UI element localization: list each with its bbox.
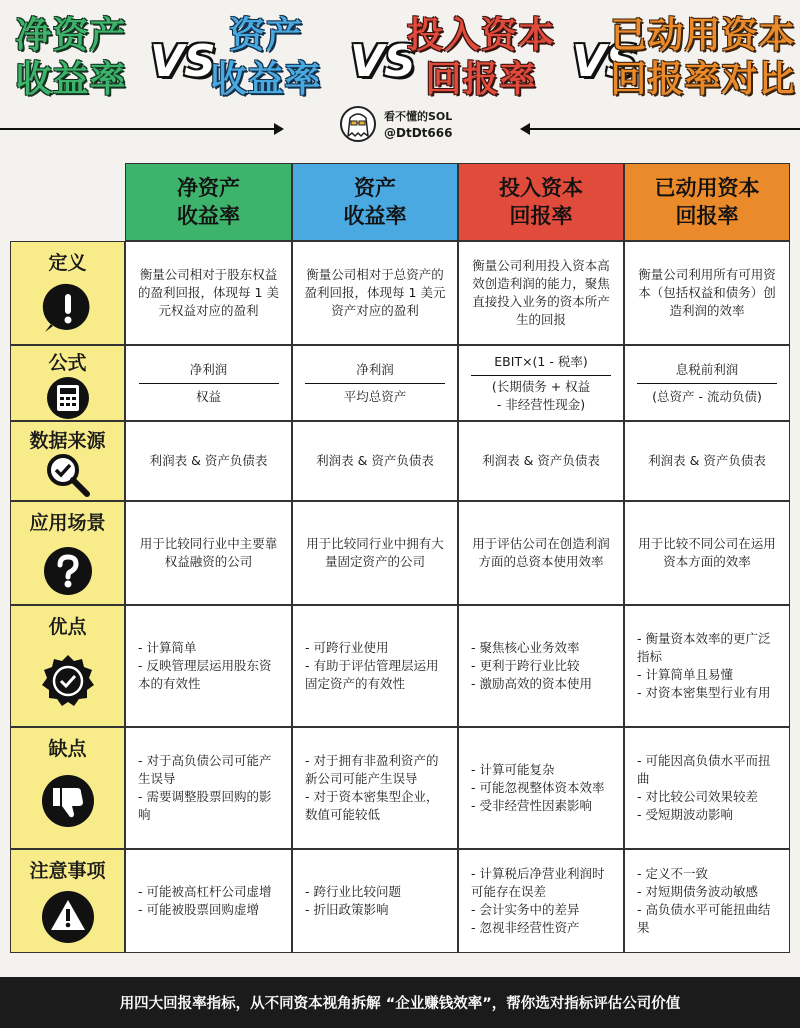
list-item: - 对于高负债公司可能产生误导 [138, 753, 272, 786]
vs-label-2: VS [350, 36, 416, 87]
cell-formula-roic: EBIT×(1 - 税率) (长期债务 + 权益 - 非经营性现金) [458, 345, 624, 421]
column-header-roe: 净资产 收益率 [125, 163, 292, 241]
cell-notes-roa [292, 849, 458, 953]
list-item: - 有助于评估管理层运用固定资产的有效性 [305, 658, 439, 691]
list-item: - 可跨行业使用 [305, 640, 389, 655]
check-badge-icon [39, 652, 97, 714]
list-item: - 对于资本密集型企业，数值可能较低 [305, 789, 439, 822]
list-item: - 受非经营性因素影响 [471, 798, 592, 813]
list-item: - 可能被高杠杆公司虚增 [138, 884, 272, 899]
column-header-roic: 投入资本 回报率 [458, 163, 624, 241]
list-item: - 可能忽视整体资本效率 [471, 780, 605, 795]
list-item: - 可能因高负债水平而扭曲 [637, 753, 771, 786]
title-roa: 资产 收益率 [210, 15, 322, 100]
cell-data-source-roic: 利润表 & 资产负债表 [458, 421, 624, 501]
cell-cons-roe [125, 727, 292, 849]
row-header-definition: 定义 [10, 241, 125, 345]
list-item: - 反映管理层运用股东资本的有效性 [138, 658, 272, 691]
calculator-icon [46, 376, 90, 424]
author-badge [340, 106, 480, 146]
list-item: - 计算税后净营业利润时可能存在误差 [471, 866, 605, 899]
row-header-data-source: 数据来源 [10, 421, 125, 501]
list-item: - 受短期波动影响 [637, 807, 733, 822]
question-icon [43, 546, 93, 600]
thumbs-down-icon [41, 774, 95, 832]
cell-use-case-roce: 用于比较不同公司在运用资本方面的效率 [624, 501, 790, 605]
vs-label-3: VS [572, 36, 638, 87]
column-header-roa: 资产 收益率 [292, 163, 458, 241]
cell-notes-roe [125, 849, 292, 953]
cell-pros-roa [292, 605, 458, 727]
list-item: - 忽视非经营性资产 [471, 920, 580, 935]
cell-data-source-roe: 利润表 & 资产负债表 [125, 421, 292, 501]
row-header-formula: 公式 [10, 345, 125, 421]
cell-notes-roce [624, 849, 790, 953]
row-header-use-case: 应用场景 [10, 501, 125, 605]
list-item: - 计算可能复杂 [471, 762, 555, 777]
header [0, 0, 800, 150]
cell-cons-roce [624, 727, 790, 849]
row-header-notes: 注意事项 [10, 849, 125, 953]
list-item: - 计算简单 [138, 640, 197, 655]
list-item: - 衡量资本效率的更广泛指标 [637, 631, 771, 664]
column-header-roce: 已动用资本 回报率 [624, 163, 790, 241]
list-item: - 需要调整股票回购的影响 [138, 789, 272, 822]
list-item: - 对于拥有非盈利资产的新公司可能产生误导 [305, 753, 439, 786]
cell-pros-roic [458, 605, 624, 727]
cell-cons-roa [292, 727, 458, 849]
cell-formula-roce: $\frac{\text{息税前利润}}{\text{(总资产 - 流动负债)}}$ [624, 345, 790, 421]
author-handle: @DtDt666 [384, 126, 453, 140]
author-name: 看不懂的SOL [384, 110, 453, 123]
list-item: - 对资本密集型行业有用 [637, 685, 771, 700]
footer-caption: 用四大回报率指标，从不同资本视角拆解 “企业赚钱效率”，帮你选对指标评估公司价值 [0, 977, 800, 1028]
cell-formula-roe: $\frac{\text{净利润}}{\text{权益}}$ [125, 345, 292, 421]
list-item: - 对比较公司效果较差 [637, 789, 758, 804]
cell-cons-roic [458, 727, 624, 849]
list-item: - 对短期债务波动敏感 [637, 884, 758, 899]
title-roe: 净资产 收益率 [15, 15, 127, 100]
list-item: - 高负债水平可能扭曲结果 [637, 902, 771, 935]
arrow-left-pointing [522, 128, 800, 130]
list-item: - 聚焦核心业务效率 [471, 640, 580, 655]
cell-data-source-roa: 利润表 & 资产负债表 [292, 421, 458, 501]
vs-label-1: VS [150, 36, 216, 87]
cell-pros-roce [624, 605, 790, 727]
cell-use-case-roa: 用于比较同行业中拥有大量固定资产的公司 [292, 501, 458, 605]
cell-definition-roic: 衡量公司利用投入资本高效创造利润的能力，聚焦直接投入业务的资本所产生的回报 [458, 241, 624, 345]
list-item: - 更利于跨行业比较 [471, 658, 580, 673]
magnifier-check-icon [43, 452, 93, 502]
cell-use-case-roic: 用于评估公司在创造利润方面的总资本使用效率 [458, 501, 624, 605]
list-item: - 会计实务中的差异 [471, 902, 580, 917]
list-item: - 计算简单且易懂 [637, 667, 733, 682]
cell-notes-roic [458, 849, 624, 953]
list-item: - 可能被股票回购虚增 [138, 902, 259, 917]
warning-icon [41, 890, 95, 948]
list-item: - 激励高效的资本使用 [471, 676, 592, 691]
cell-pros-roe [125, 605, 292, 727]
cell-use-case-roe: 用于比较同行业中主要靠权益融资的公司 [125, 501, 292, 605]
row-header-cons: 缺点 [10, 727, 125, 849]
row-header-pros: 优点 [10, 605, 125, 727]
arrow-right-pointing [0, 128, 282, 130]
cell-definition-roe: 衡量公司相对于股东权益的盈利回报，体现每 1 美元权益对应的盈利 [125, 241, 292, 345]
exclamation-icon [41, 280, 95, 338]
list-item: - 跨行业比较问题 [305, 884, 401, 899]
list-item: - 定义不一致 [637, 866, 708, 881]
cell-definition-roa: 衡量公司相对于总资产的盈利回报，体现每 1 美元资产对应的盈利 [292, 241, 458, 345]
cell-data-source-roce: 利润表 & 资产负债表 [624, 421, 790, 501]
title-roic: 投入资本 回报率 [406, 15, 555, 100]
list-item: - 折旧政策影响 [305, 902, 389, 917]
title-roce: 已动用资本 回报率对比 [610, 15, 796, 100]
cell-formula-roa: $\frac{\text{净利润}}{\text{平均总资产}}$ [292, 345, 458, 421]
avatar [340, 106, 376, 142]
cell-definition-roce: 衡量公司利用所有可用资本（包括权益和债务）创造利润的效率 [624, 241, 790, 345]
